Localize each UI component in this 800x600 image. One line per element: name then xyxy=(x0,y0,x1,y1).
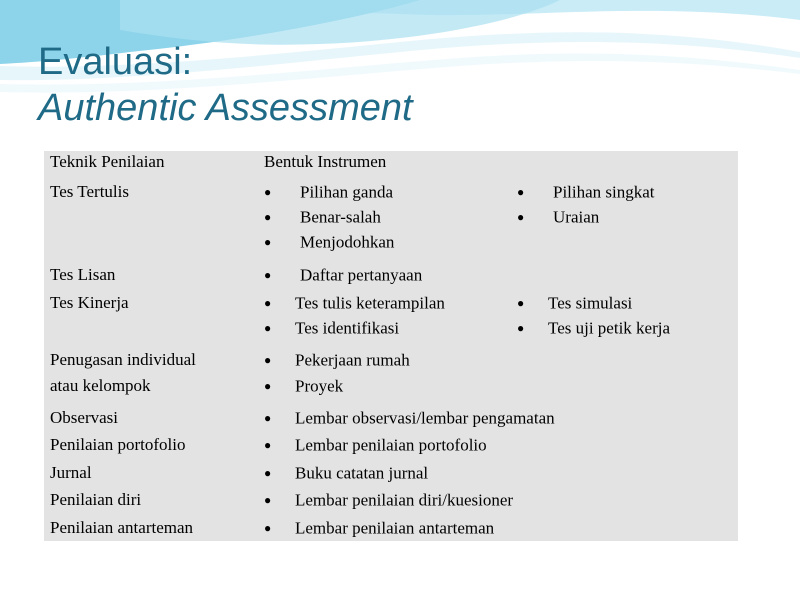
teknik-penilaian-cell: Tes Kinerja xyxy=(50,293,129,312)
bullet-icon: ● xyxy=(264,320,272,335)
instrument-item-secondary xyxy=(517,289,632,314)
instrument-item xyxy=(264,228,394,253)
instrument-item xyxy=(264,289,445,314)
bullet-icon: ● xyxy=(264,234,272,249)
instrument-text: Tes uji petik kerja xyxy=(548,318,671,338)
bullet-icon: ● xyxy=(264,267,272,282)
instrument-text: Proyek xyxy=(295,376,344,396)
table-row xyxy=(50,178,734,261)
instrument-text: Tes identifikasi xyxy=(295,318,400,338)
assessment-table-body xyxy=(50,151,734,542)
bullet-icon: ● xyxy=(264,378,272,393)
instrument-text: Tes simulasi xyxy=(548,293,633,313)
instrument-text: Lembar penilaian portofolio xyxy=(295,435,487,455)
instrument-item-secondary xyxy=(517,314,670,339)
instrument-item-secondary xyxy=(517,203,599,228)
teknik-penilaian-cell: Penilaian antarteman xyxy=(50,518,194,537)
bullet-icon: ● xyxy=(517,209,525,224)
instrument-item xyxy=(264,514,494,539)
bullet-icon: ● xyxy=(517,295,525,310)
table-row xyxy=(50,486,734,514)
bullet-icon: ● xyxy=(517,320,525,335)
instrument-text: Lembar observasi/lembar pengamatan xyxy=(295,408,555,428)
instrument-text: Buku catatan jurnal xyxy=(295,463,429,483)
instrument-item xyxy=(264,486,513,511)
instrument-item xyxy=(264,178,393,203)
bullet-icon: ● xyxy=(264,352,272,367)
instrument-text: Menjodohkan xyxy=(300,232,395,252)
instrument-item xyxy=(264,261,422,286)
bullet-icon: ● xyxy=(264,295,272,310)
bullet-icon: ● xyxy=(264,184,272,199)
teknik-penilaian-cell: atau kelompok xyxy=(50,376,151,395)
assessment-table xyxy=(44,151,738,541)
bullet-icon: ● xyxy=(264,437,272,452)
table-header-row xyxy=(50,151,734,178)
instrument-text: Uraian xyxy=(553,207,600,227)
table-row xyxy=(50,289,734,346)
table-row xyxy=(50,261,734,289)
instrument-text: Pilihan ganda xyxy=(300,182,394,202)
bullet-icon: ● xyxy=(264,410,272,425)
instrument-text: Daftar pertanyaan xyxy=(300,265,423,285)
table-row xyxy=(50,459,734,486)
teknik-penilaian-cell: Jurnal xyxy=(50,463,92,482)
instrument-item xyxy=(264,404,555,429)
teknik-penilaian-cell: Tes Lisan xyxy=(50,265,116,284)
bullet-icon: ● xyxy=(264,209,272,224)
instrument-text: Pekerjaan rumah xyxy=(295,350,410,370)
teknik-penilaian-cell: Tes Tertulis xyxy=(50,182,129,201)
instrument-item xyxy=(264,372,343,397)
teknik-penilaian-cell: Penilaian diri xyxy=(50,490,142,509)
instrument-item xyxy=(264,431,487,456)
instrument-text: Benar-salah xyxy=(300,207,381,227)
slide-subtitle: Authentic Assessment xyxy=(38,87,413,129)
instrument-text: Tes tulis keterampilan xyxy=(295,293,445,313)
teknik-penilaian-cell: Observasi xyxy=(50,408,118,427)
instrument-text: Lembar penilaian diri/kuesioner xyxy=(295,490,514,510)
instrument-text: Pilihan singkat xyxy=(553,182,655,202)
table-row xyxy=(50,346,734,404)
instrument-item-secondary xyxy=(517,178,655,203)
header-bentuk-instrumen: Bentuk Instrumen xyxy=(264,152,387,171)
instrument-item xyxy=(264,203,381,228)
header-teknik-penilaian: Teknik Penilaian xyxy=(50,152,165,171)
table-row xyxy=(50,514,734,542)
teknik-penilaian-cell: Penilaian portofolio xyxy=(50,435,186,454)
table-row xyxy=(50,431,734,459)
bullet-icon: ● xyxy=(264,492,272,507)
table-row xyxy=(50,404,734,431)
instrument-item xyxy=(264,314,399,339)
teknik-penilaian-cell: Penugasan individual xyxy=(50,350,196,369)
bullet-icon: ● xyxy=(264,520,272,535)
instrument-text: Lembar penilaian antarteman xyxy=(295,518,495,538)
table-rows xyxy=(50,178,734,542)
bullet-icon: ● xyxy=(264,465,272,480)
instrument-item xyxy=(264,346,410,371)
instrument-item xyxy=(264,459,428,484)
slide-title: Evaluasi: xyxy=(38,41,193,83)
bullet-icon: ● xyxy=(517,184,525,199)
